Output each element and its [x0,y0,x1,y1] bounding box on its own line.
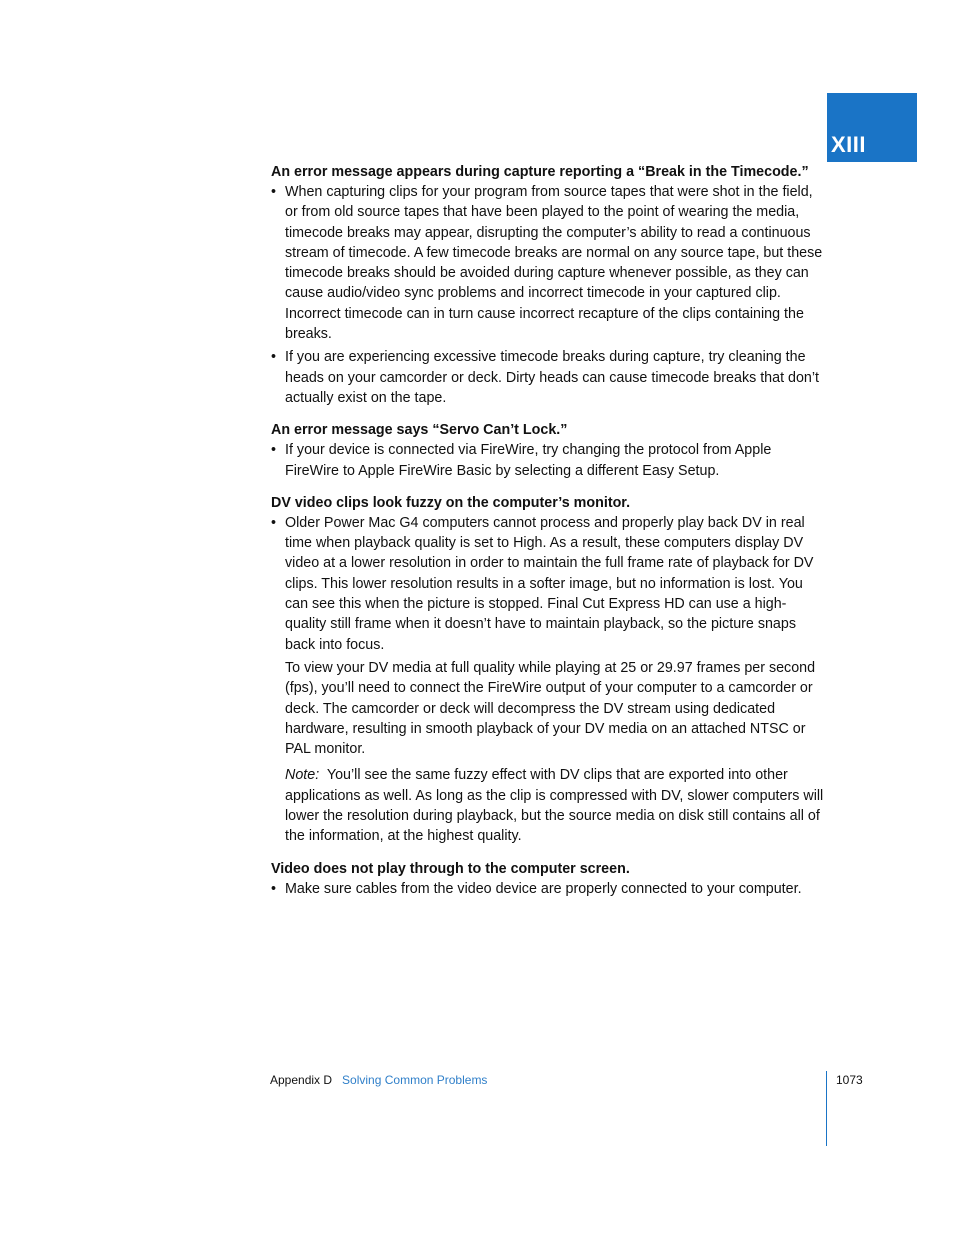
section-heading: An error message says “Servo Can’t Lock.” [271,422,568,439]
list-item-text: If you are experiencing excessive timecode breaks during capture, try cleaning the heads on your camcorder or deck. Dirty heads can cause timecode breaks that don’t actually exist on the tape. [285,349,820,406]
list-item [271,440,827,481]
footer-appendix: Appendix D [270,1073,333,1087]
list-item-text: If your device is connected via FireWire, try changing the protocol from Apple FireWire to Apple FireWire Basic by selecting a different Easy Setup. [285,442,772,479]
section-servo-lock [271,420,827,481]
bullet-list [271,440,827,481]
note-label: Note: [285,767,320,784]
bullet-marker: • [271,349,277,366]
section-timecode-break [271,162,827,408]
section-heading: DV video clips look fuzzy on the computer’s monitor. [271,494,631,511]
body-paragraph: To view your DV media at full quality while playing at 25 or 29.97 frames per second (fps), you’ll need to connect the FireWire output of your computer to a camcorder or deck. The camcorder or deck will decompress the DV stream using dedicated hardware, resulting in smooth playback of your DV media on an attached NTSC or PAL monitor. [285,659,816,758]
section-dv-fuzzy [271,493,827,847]
bullet-list [271,182,827,408]
list-item [271,513,827,655]
bullet-marker: • [271,514,277,531]
page-content [271,162,827,911]
footer-chapter-link[interactable]: Solving Common Problems [342,1073,488,1087]
bullet-list [271,879,827,899]
footer [270,1073,487,1087]
note-paragraph [271,765,827,846]
bullet-marker: • [271,880,277,897]
section-heading: Video does not play through to the computer screen. [271,860,630,877]
chapter-tab [827,93,917,162]
footer-divider [826,1071,827,1146]
bullet-marker: • [271,184,277,200]
list-item [271,347,827,408]
list-item [271,879,827,899]
bullet-list [271,513,827,655]
list-item-text: Older Power Mac G4 computers cannot process and properly play back DV in real time when playback quality is set to High. As a result, these computers display DV video at a lower resolution in order to maintain the full frame rate of playback for DV clips. This lower resolution results in a softer image, but no information is lost. You can see this when the picture is stopped. Final Cut Express HD can use a high-quality still frame when it doesn’t have to maintain playback, so the picture snaps back into focus. [285,514,814,653]
section-heading: An error message appears during capture reporting a “Break in the Timecode.” [271,164,809,180]
list-item [271,182,827,344]
list-item-text: When capturing clips for your program from source tapes that were shot in the field, or from old source tapes that have been played to the point of wearing the media, timecode breaks may appear, disrupting the computer’s ability to read a continuous stream of timecode. A few timecode breaks are normal on any source tape, but these timecode breaks should be avoided during capture whenever possible, as they can cause audio/video sync problems and incorrect timecode in your captured clip. Incorrect timecode can in turn cause incorrect recapture of the clips containing the breaks. [285,184,823,343]
section-video-playthrough [271,859,827,899]
note-text: You’ll see the same fuzzy effect with DV clips that are exported into other applications as well. As long as the clip is compressed with DV, slower computers will lower the resolution during playback, but the source media on disk still contains all of the information, at the highest quality. [285,767,824,845]
bullet-marker: • [271,442,277,459]
list-item-text: Make sure cables from the video device are properly connected to your computer. [285,880,802,897]
chapter-tab-label: XIII [831,132,867,157]
page-number: 1073 [836,1073,863,1087]
